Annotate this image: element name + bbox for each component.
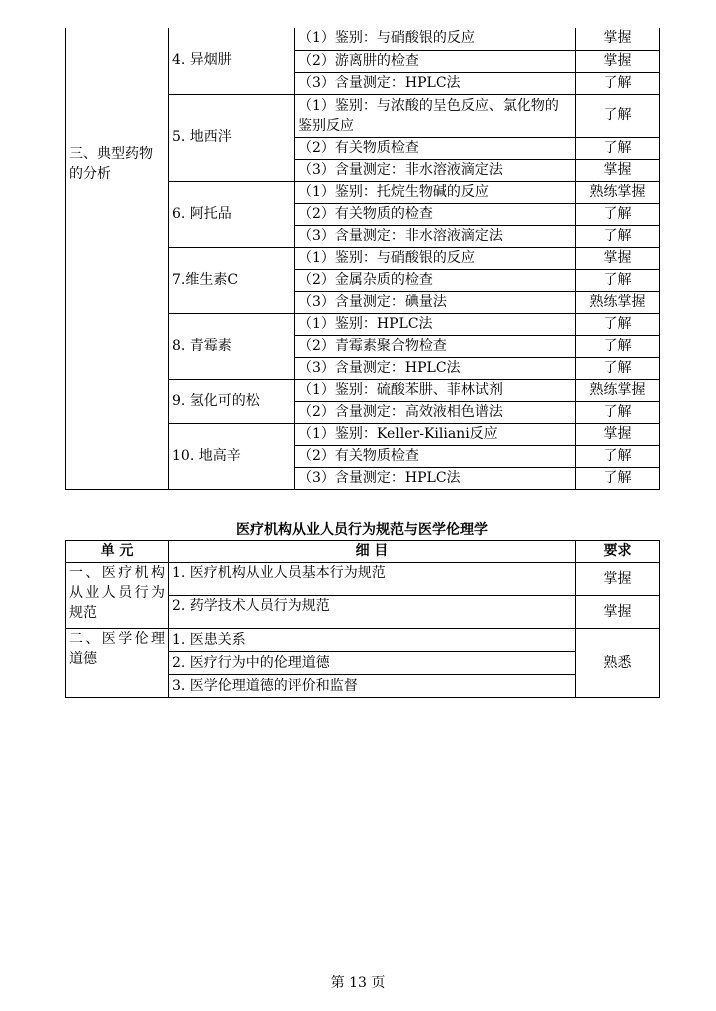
- detail-cell: （2）游离肼的检查: [295, 50, 576, 72]
- requirement-cell: 了解: [576, 445, 660, 467]
- requirement-cell: 掌握: [576, 50, 660, 72]
- drug-name: 7.维生素C: [169, 247, 295, 313]
- requirement-cell: 熟练掌握: [576, 181, 660, 203]
- section-title: 医疗机构从业人员行为规范与医学伦理学: [236, 522, 488, 538]
- requirement-cell: 掌握: [576, 247, 660, 269]
- unit-cell: 一、医疗机构从业人员行为规范: [66, 563, 169, 629]
- detail-cell: （1）鉴别：HPLC法: [295, 313, 576, 335]
- requirement-cell: 掌握: [576, 28, 660, 50]
- detail-cell: （1）鉴别：与浓酸的呈色反应、氯化物的鉴别反应: [295, 94, 576, 137]
- header-unit: 单 元: [66, 541, 169, 563]
- detail-cell: （3）含量测定：碘量法: [295, 291, 576, 313]
- requirement-cell: 掌握: [576, 159, 660, 181]
- detail-cell: 2. 医疗行为中的伦理道德: [169, 652, 576, 675]
- detail-cell: （2）含量测定：高效液相色谱法: [295, 401, 576, 423]
- ethics-table: [65, 540, 660, 698]
- detail-cell: （2）有关物质的检查: [295, 203, 576, 225]
- detail-cell: （3）含量测定：HPLC法: [295, 357, 576, 379]
- detail-cell: （3）含量测定：非水溶液滴定法: [295, 225, 576, 247]
- detail-cell: （1）鉴别：与硝酸银的反应: [295, 28, 576, 50]
- drug-name: 10. 地高辛: [169, 423, 295, 489]
- drug-analysis-table: [65, 28, 660, 490]
- detail-cell: （1）鉴别：硫酸苯肼、菲林试剂: [295, 379, 576, 401]
- detail-cell: （1）鉴别：托烷生物碱的反应: [295, 181, 576, 203]
- header-detail: 细 目: [169, 541, 576, 563]
- requirement-cell: 熟悉: [576, 629, 660, 698]
- detail-cell: （3）含量测定：HPLC法: [295, 72, 576, 94]
- requirement-cell: 熟练掌握: [576, 379, 660, 401]
- requirement-cell: 了解: [576, 269, 660, 291]
- drug-name: 5. 地西泮: [169, 94, 295, 181]
- requirement-cell: 了解: [576, 313, 660, 335]
- detail-cell: 1. 医患关系: [169, 629, 576, 652]
- requirement-cell: 了解: [576, 137, 660, 159]
- detail-cell: （1）鉴别：与硝酸银的反应: [295, 247, 576, 269]
- detail-cell: （2）青霉素聚合物检查: [295, 335, 576, 357]
- requirement-cell: 了解: [576, 467, 660, 489]
- requirement-cell: 掌握: [576, 563, 660, 596]
- detail-cell: 1. 医疗机构从业人员基本行为规范: [169, 563, 576, 596]
- page-number: 第 13 页: [330, 975, 386, 991]
- requirement-cell: 了解: [576, 94, 660, 137]
- detail-cell: （3）含量测定：非水溶液滴定法: [295, 159, 576, 181]
- detail-cell: 3. 医学伦理道德的评价和监督: [169, 675, 576, 698]
- requirement-cell: 熟练掌握: [576, 291, 660, 313]
- requirement-cell: 了解: [576, 225, 660, 247]
- drug-name: 9. 氢化可的松: [169, 379, 295, 423]
- requirement-cell: 了解: [576, 203, 660, 225]
- header-requirement: 要求: [576, 541, 660, 563]
- drug-name: 6. 阿托品: [169, 181, 295, 247]
- requirement-cell: 掌握: [576, 596, 660, 629]
- unit-cell: 三、典型药物的分析: [66, 28, 169, 489]
- detail-cell: 2. 药学技术人员行为规范: [169, 596, 576, 629]
- detail-cell: （2）有关物质检查: [295, 445, 576, 467]
- detail-cell: （2）有关物质检查: [295, 137, 576, 159]
- requirement-cell: 了解: [576, 335, 660, 357]
- detail-cell: （2）金属杂质的检查: [295, 269, 576, 291]
- detail-cell: （1）鉴别：Keller-Kiliani反应: [295, 423, 576, 445]
- drug-name: 4. 异烟肼: [169, 28, 295, 94]
- requirement-cell: 掌握: [576, 423, 660, 445]
- requirement-cell: 了解: [576, 72, 660, 94]
- unit-cell: 二、医学伦理道德: [66, 629, 169, 698]
- detail-cell: （3）含量测定：HPLC法: [295, 467, 576, 489]
- requirement-cell: 了解: [576, 401, 660, 423]
- drug-name: 8. 青霉素: [169, 313, 295, 379]
- requirement-cell: 了解: [576, 357, 660, 379]
